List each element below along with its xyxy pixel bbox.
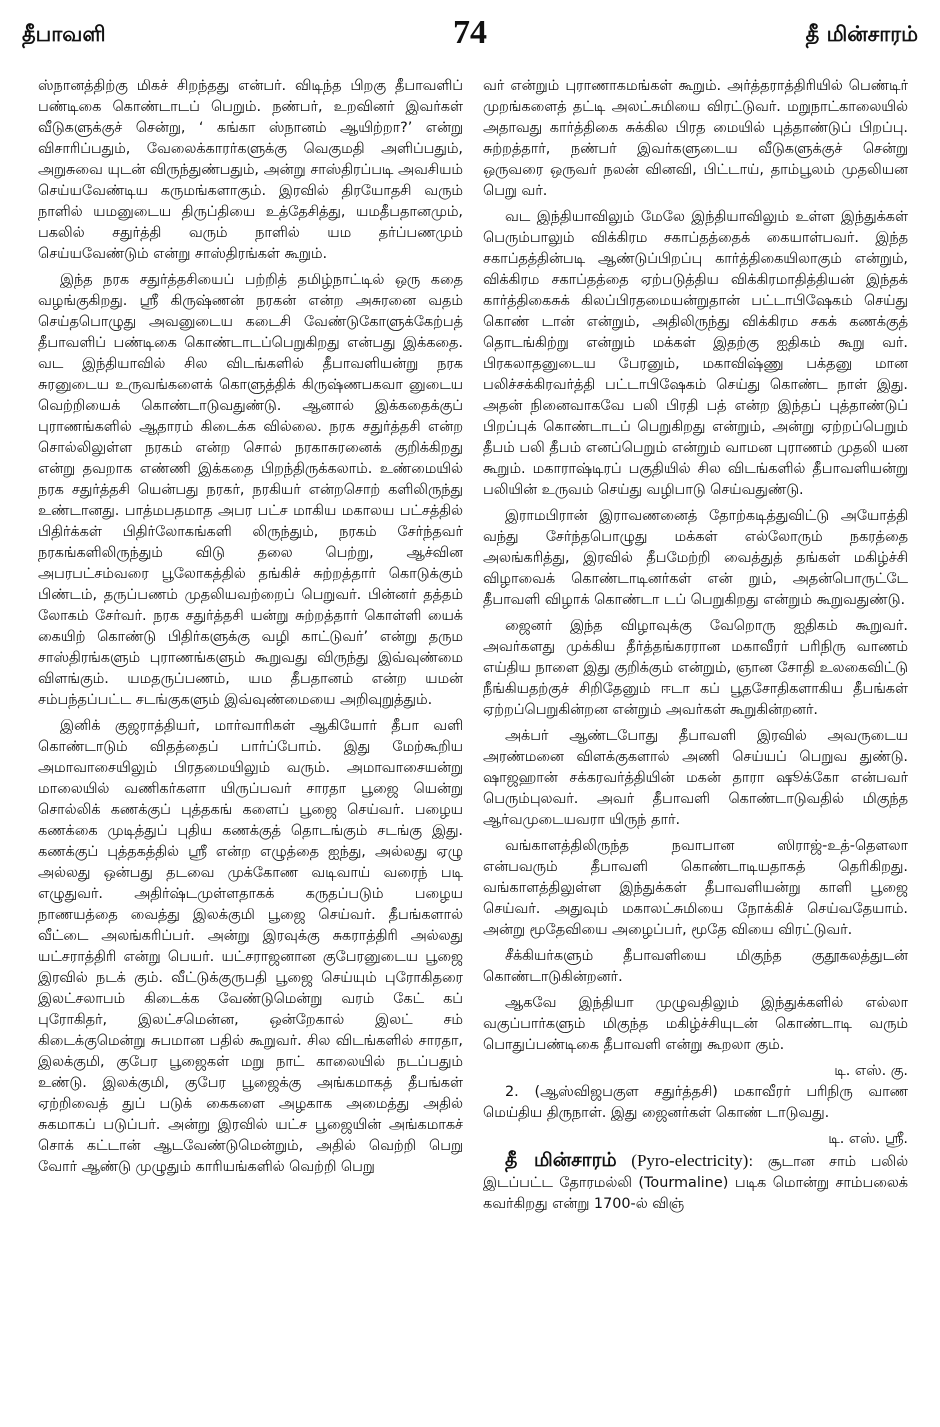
paragraph: அக்பர் ஆண்டபோது தீபாவளி இரவில் அவருடைய அரண்மனை விளக்குகளால் அணி செய்யப் பெறுவ துண்டு. ஷாஜஹான் சக்கரவர்த்தியின் மகன் தாரா ஷூக்கோ என்பவர் பெரும்புலவர். அவர் தீபாவளி கொண்டாடுவதில் மிகுந்த ஆர்வமுடையவரா யிருந் தார். (483, 728, 908, 828)
paragraph: வங்காளத்திலிருந்த நவாபான ஸிராஜ்-உத்-தெளலா என்பவரும் தீபாவளி கொண்டாடியதாகத் தெரிகிறது. வங்காளத்திலுள்ள இந்துக்கள் தீபாவளியன்று காளி பூஜை செய்வர். அதுவும் மகாலட்சுமியை நோக்கிச் செய்வதேயாம். அன்று மூதேவியை அழைப்பர், மூதே வியை விரட்டுவர். (483, 838, 908, 938)
paragraph: வர் என்றும் புராணாகமங்கள் கூறும். அர்த்தராத்திரியில் பெண்டிர் முறங்களைத் தட்டி அலட்சுமியை விரட்டுவர். மறுநாட்காலையில் அதாவது கார்த்திகை சுக்கில பிரத மையில் புத்தாண்டுப் பிறப்பு. சுற்றத்தார், நண்பர் இவர்களுடைய வீடுகளுக்குச் சென்று ஒருவரை ஒருவர் நலன் வினவி, பிட்டாய், தாம்பூலம் முதலியன பெறு வர். (483, 78, 908, 199)
paragraph: வட இந்தியாவிலும் மேலே இந்தியாவிலும் உள்ள இந்துக்கள் பெரும்பாலும் விக்கிரம சகாப்தத்தைக் கையாள்பவர். இந்த சகாப்தத்தின்படி ஆண்டுப்பிறப்பு கார்த்திகையிலாகும் என்றும், விக்கிரம சகாப்தத்தை ஏற்படுத்திய விக்கிரமாதித்தியன் இந்தக் கார்த்திகைசுக் கிலப்பிரதமையன்றுதான் பட்டாபிஷேகம் செய்து கொண் டான் என்றும், அதிலிருந்து விக்கிரம சகக் கணக்குத் தொடங்கிற்று என்றும் மக்கள் இதற்கு ஐதிகம் கூறு வர். பிரகலாதனுடைய பேரனும், மகாவிஷ்ணு பக்தனு மான பலிச்சக்கிரவர்த்தி பட்டாபிஷேகம் செய்து கொண்ட நாள் இது. அதன் நினைவாகவே பலி பிரதி பத் என்ற இந்தப் புத்தாண்டுப் பிறப்புக் கொண்டாடப் பெறுகிறது என்றும், அன்று ஏற்றப்பெறும் தீபம் பலி தீபம் எனப்பெறும் என்றும் வாமன புராணம் முதலி யன கூறும். மகாராஷ்டிரப் பகுதியில் சில விடங்களில் தீபாவளியன்று பலியின் உருவம் செய்து வழிபாடு செய்வதுண்டு. (483, 209, 908, 498)
left-column (38, 76, 463, 1416)
running-title-right: தீ மின்சாரம் (805, 22, 918, 46)
author-initials: டி. எஸ். ஸ்ரீ. (828, 1131, 908, 1147)
right-column (483, 76, 908, 1416)
entry-paragraph (483, 1150, 908, 1215)
page-number: 74 (453, 14, 487, 51)
paragraph: சீக்கியர்களும் தீபாவளியை மிகுந்த குதூகலத்துடன் கொண்டாடுகின்றனர். (483, 948, 908, 985)
entry-text: : சூடான சாம் பலில் இடப்பட்ட தோரமல்லி (Tourmaline) படிக மொன்று சாம்பலைக் கவர்கிறது என்று 1700-ல் விஞ் (483, 1154, 908, 1212)
page-header (22, 14, 918, 60)
paragraph: ஜைனர் இந்த விழாவுக்கு வேறொரு ஐதிகம் கூறுவர். அவர்களது முக்கிய தீர்த்தங்கரரான மகாவீரர் பரிநிரு வாணம் எய்திய நாளை இது குறிக்கும் என்றும், ஞான சோதி உலகைவிட்டு நீங்கியதற்குச் சிறிதேனும் ஈடா கப் பூதசோதிகளாகிய தீபங்கள் ஏற்றப்பெறுகின்றன என்றும் அவர்கள் கூறுகின்றனர். (483, 618, 908, 718)
paragraph: இந்த நரக சதுர்த்தசியைப் பற்றித் தமிழ்நாட்டில் ஒரு கதை வழங்குகிறது. ஸ்ரீ கிருஷ்ணன் நரகன் என்ற அசுரனை வதம் செய்தபொழுது அவனுடைய கடைசி வேண்டுகோளுக்கேற்பத் தீபாவளிப் பண்டிகை கொண்டாடப்பெறுகிறது என்பது இக்கதை. வட இந்தியாவில் சில விடங்களில் தீபாவளியன்று நரக சுரனுடைய உருவங்களைக் கொளுத்திக் கிருஷ்ணபகவா னுடைய வெற்றியைக் கொண்டாடுவதுண்டு. ஆனால் இக்கதைக்குப் புராணங்களில் ஆதாரம் கிடைக்க வில்லை. நரக சதுர்த்தசி என்ற சொல்லிலுள்ள நரகம் என்ற சொல் நரகாசுரனைக் குறிக்கிறது என்று தவறாக எண்ணி இக்கதை பிறந்திருக்கலாம். உண்மையில் நரக சதுர்த்தசி யென்பது நரகர், நரகியர் என்றசொற் களிலிருந்து உண்டானது. பாத்மபதமாத அபர பட்ச மாகிய மகாலய பட்சத்தில் பிதிர்க்கள் பிதிர்லோகங்களி லிருந்தும், நரகம் சேர்ந்தவர் நரகங்களிலிருந்தும் விடு தலை பெற்று, ஆச்வின அபரபட்சம்வரை பூலோகத்தில் தங்கிச் சுற்றத்தார் கொடுக்கும் பிண்டம், தருப்பணம் முதலியவற்றைப் பெறுவர். பின்னர் தத்தம் லோகம் சேர்வர். நரக சதுர்த்தசி யன்று சுற்றத்தார் கொள்ளி யைக் கையிற் கொண்டு பிதிர்களுக்கு வழி காட்டுவர்’ என்று தரும சாஸ்திரங்களும் புராணங்களும் கூறுவது விருந்து இவ்வுண்மை விளங்கும். யமதருப்பணம், யம தீபதானம் என்ற யமன் சம்பந்தப்பட்ட சடங்குகளும் இவ்வுண்மையை அறிவுறுத்தும். (38, 272, 463, 708)
paragraph: இனிக் குஜராத்தியர், மார்வாரிகள் ஆகியோர் தீபா வளி கொண்டாடும் விதத்தைப் பார்ப்போம். இது மேற்கூறிய அமாவாசையிலும் பிரதமையிலும் வரும். அமாவாசையன்று மாலையில் வணிகர்களா யிருப்பவர் சாரதா பூஜை யென்று சொல்லிக் கணக்குப் புத்தகங் களைப் பூஜை செய்வர். பழைய கணக்கை முடித்துப் புதிய கணக்குத் தொடங்கும் சடங்கு இது. கணக்குப் புத்தகத்தில் ஸ்ரீ என்ற எழுத்தை ஐந்து, அல்லது ஏழு அல்லது ஒன்பது தடவை முக்கோண வடிவாய் வரைந் படி எழுதுவர். அதிர்ஷ்டமுள்ளதாகக் கருதப்படும் பழைய நாணயத்தை வைத்து இலக்குமி பூஜை செய்வர். தீபங்களால் வீட்டை அலங்கரிப்பர். அன்று இரவுக்கு சுகராத்திரி அல்லது யட்சராத்திரி என்று பெயர். யட்சராஜனான குபேரனுடைய பூஜை இரவில் நடக் கும். வீட்டுக்குருபதி பூஜை செய்யும் புரோகிதரை இலட்சலாபம் கிடைக்க வேண்டுமென்று வரம் கேட் கப் புரோகிதர், இலட்சமென்ன, ஒன்றேகால் இலட் சம் கிடைக்குமென்று சுபமான பதில் கூறுவர். சில விடங்களில் சாரதா, இலக்குமி, குபேர பூஜைகள் மறு நாட் காலையில் நடப்பதும் உண்டு. இலக்குமி, குபேர பூஜைக்கு அங்கமாகத் தீபங்கள் ஏற்றிவைத் துப் படுக் கைகளை அழகாக அமைத்து அதில் சுகமாகப் படுப்பர். அன்று இரவில் யட்ச பூஜையின் அங்கமாகச் சொக் கட்டான் ஆடவேண்டுமென்றும், அதில் வெற்றி பெறு வோர் ஆண்டு முழுதும் காரியங்களில் வெற்றி பெறு (38, 718, 463, 1175)
running-title-left: தீபாவளி (22, 22, 106, 46)
paragraph: ஆகவே இந்தியா முழுவதிலும் இந்துக்களில் எல்லா வகுப்பார்களும் மிகுந்த மகிழ்ச்சியுடன் கொண்டாடி வரும் பொதுப்பண்டிகை தீபாவளி என்று கூறலா கும். (483, 995, 908, 1053)
entry-english-term: (Pyro-electricity) (631, 1151, 749, 1170)
paragraph: ஸ்நானத்திற்கு மிகச் சிறந்தது என்பர். விடிந்த பிறகு தீபாவளிப் பண்டிகை கொண்டாடப் பெறும். நண்பர், உறவினர் இவர்கள் வீடுகளுக்குச் சென்று, ‘ கங்கா ஸ்நானம் ஆயிற்றா?’ என்று விசாரிப்பதும், வேலைக்காரர்களுக்கு வெகுமதி அளிப்பதும், அறுசுவை யுடன் விருந்துண்பதும், அன்று சாஸ்திரப்படி அவசியம் செய்யவேண்டிய கருமங்களாகும். இரவில் திரயோதசி வரும் நாளில் யமனுடைய திருப்தியை உத்தேசித்து, யமதீபதானமும், பகலில் சதுர்த்தி வரும் நாளில் யம தர்ப்பணமும் செய்யவேண்டும் என்று சாஸ்திரங்கள் கூறும். (38, 78, 463, 262)
paragraph: இராமபிரான் இராவணனைத் தோற்கடித்துவிட்டு அயோத்தி வந்து சேர்ந்தபொழுது மக்கள் எல்லோரும் நகரத்தை அலங்கரித்து, இரவில் தீபமேற்றி வைத்துத் தங்கள் மகிழ்ச்சி விழாவைக் கொண்டாடினர்கள் என் றும், அதன்பொருட்டே தீபாவளி விழாக் கொண்டா டப் பெறுகிறது என்றும் கூறுவதுண்டு. (483, 508, 908, 608)
footnote-paragraph: 2. (ஆஸ்விஜபகுள சதுர்த்தசி) மகாவீரர் பரிநிரு வாண மெய்திய திருநாள். இது ஜைனர்கள் கொண் டாடுவது. (483, 1084, 908, 1121)
entry-title: தீ மின்சாரம் (505, 1149, 617, 1171)
text-columns (38, 76, 908, 1416)
author-initials: டி. எஸ். கு. (834, 1063, 908, 1079)
